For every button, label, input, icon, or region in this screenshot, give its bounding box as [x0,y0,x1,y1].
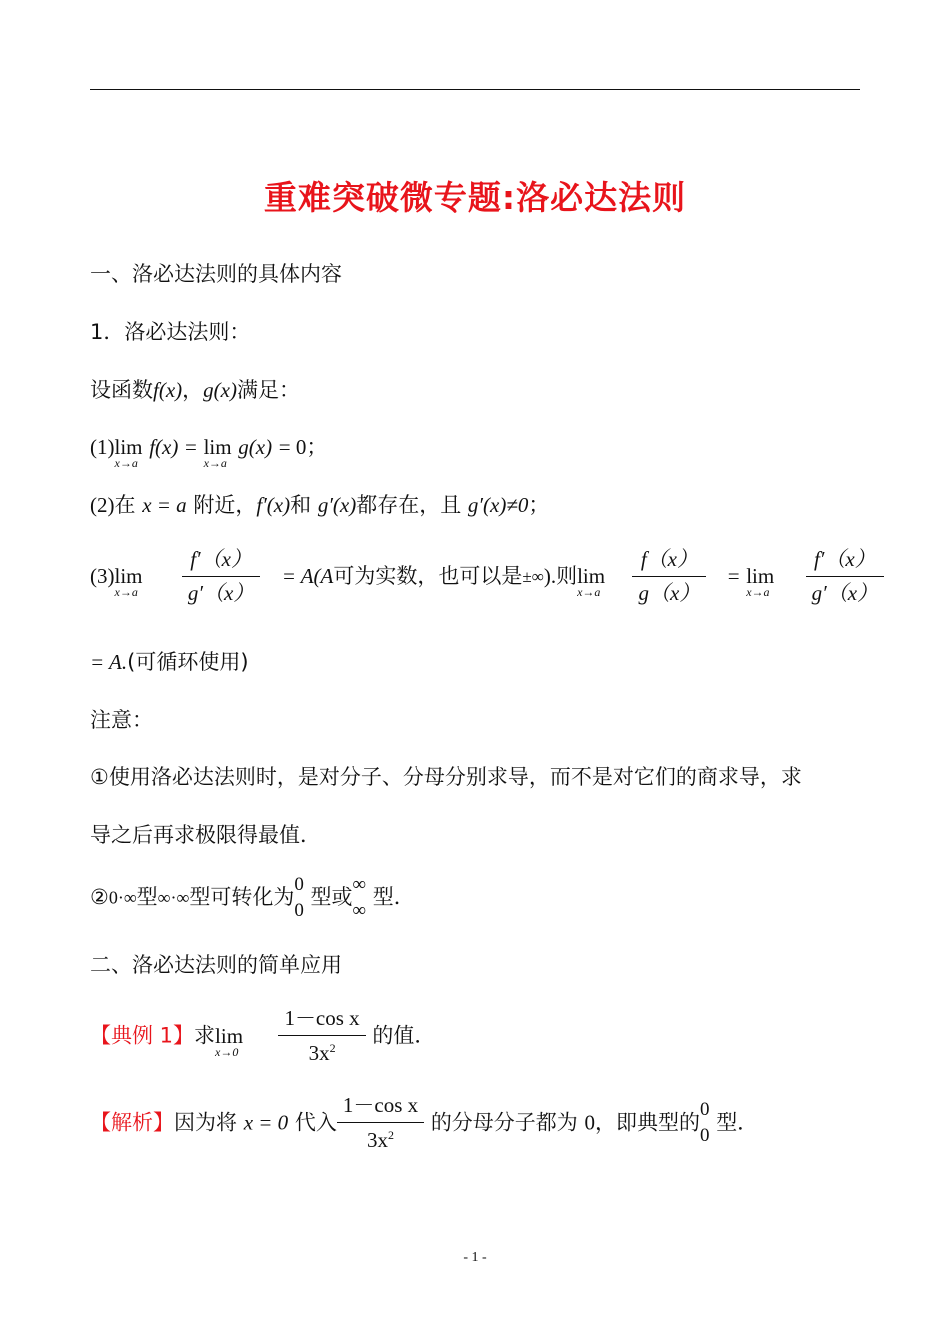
fraction: $\frac{\text{1－cos x}}{3x^2}$ [278,1008,365,1064]
limit-symbol: lim x→a [746,564,775,599]
limit-symbol: lim x→0 [215,1023,244,1059]
fraction-inf-over-inf: ∞ ∞ [352,874,367,921]
note-1-line-1: ①使用洛必达法则时，是对分子、分母分别求导，而不是对它们的商求导，求 [90,765,802,789]
limit-symbol: lim x→a [114,435,143,470]
fraction: $\frac{f'(x)}{g'(x)}$ [182,549,260,604]
setup-line: 设函数f(x)，g(x)满足： [90,378,300,402]
limit-symbol: lim x→a [114,564,143,599]
note-label: 注意： [90,708,153,732]
fraction-zero-over-zero: 0 0 [700,1099,710,1146]
note-2: ②0·∞型∞·∞型可转化为 0 0 型或 ∞ ∞ 型． [90,872,415,923]
condition-1: (1)lim x→a f(x) = lim x→a g(x) = 0； [90,435,328,470]
item-heading-1: 1．洛必达法则： [90,320,251,344]
limit-symbol: lim x→a [203,435,232,470]
fraction: $\frac{f(x)}{g(x)}$ [632,549,706,604]
fraction: $\frac{\text{1－cos x}}{3x^2}$ [337,1095,424,1151]
condition-3-tail: = A.(可循环使用) [90,650,249,674]
example-tag: 【典例 1】 [90,1023,195,1048]
limit-symbol: lim x→a [577,564,606,599]
solution-tag: 【解析】 [90,1110,174,1135]
fraction-zero-over-zero: 0 0 [294,874,304,921]
solution: 【解析】因为将 x = 0 代入 $\frac{\text{1－cos x}}{3x^2}$ 的分母分子都为 0，即典型的 0 0 型． [90,1093,759,1152]
example-1: 【典例 1】求lim x→0 $\frac{\text{1－cos x}}{3x^2}$ 的值． [90,1006,436,1065]
page-title: 重难突破微专题:洛必达法则 [263,178,687,217]
header-rule [90,89,860,90]
page-number: - 1 - [463,1250,487,1265]
section-heading-1: 一、洛必达法则的具体内容 [90,262,342,286]
fraction: $\frac{f'(x)}{g'(x)}$ [806,549,884,604]
condition-3: (3)lim x→a $\frac{f'(x)}{g'(x)}$ = A(A可为实数，也可以是±∞).则lim x→a $\frac{f(x)}{g(x)}$ = lim x→a $\frac{f'(x)}{g'(x)}$ [90,549,884,604]
condition-2: (2)在 x = a 附近，f′(x)和 g′(x)都存在，且 g′(x)≠0； [90,493,550,517]
section-heading-2: 二、洛必达法则的简单应用 [90,953,342,977]
note-1-line-2: 导之后再求极限得最值． [90,823,321,847]
